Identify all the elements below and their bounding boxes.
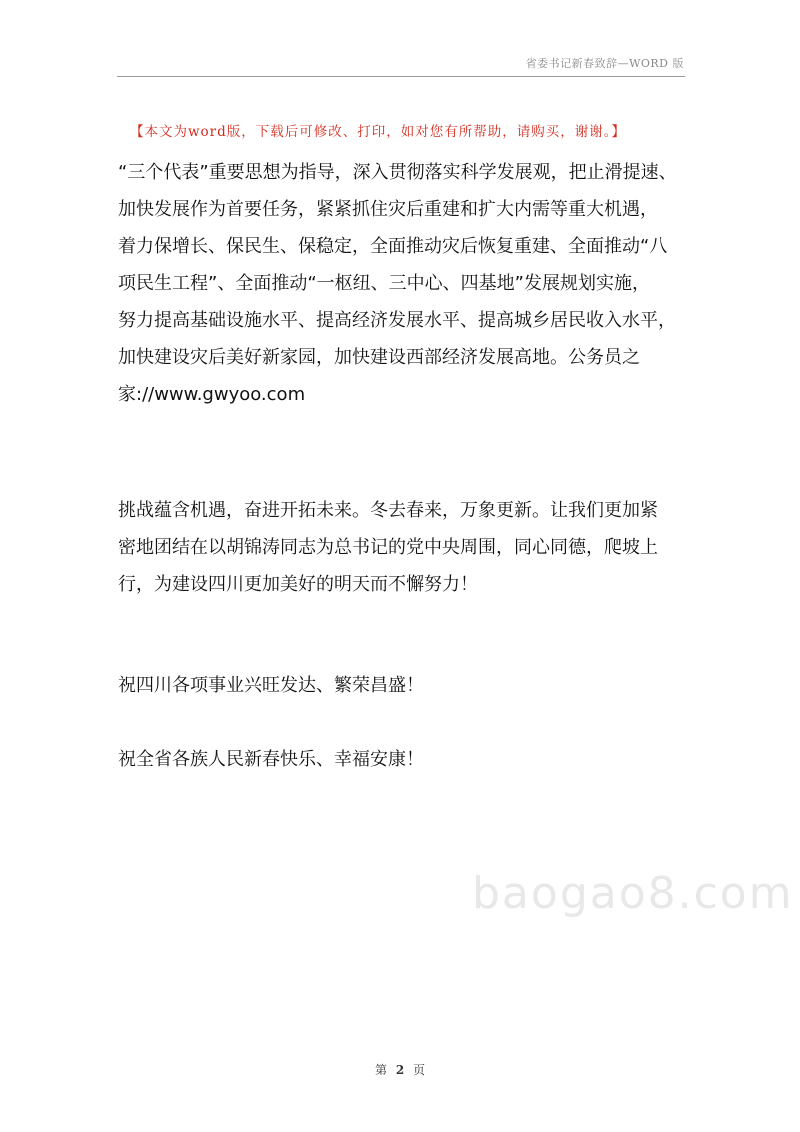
purchase-notice: 【本文为word版，下载后可修改、打印，如对您有所帮助，请购买，谢谢。】 xyxy=(130,124,627,140)
paragraph-line: 加快建设灾后美好新家园，加快建设西部经济发展高地。公务员之 xyxy=(118,347,640,368)
paragraph-line: 着力保增长、保民生、保稳定，全面推动灾后恢复重建、全面推动“八 xyxy=(118,236,668,257)
paragraph-line: 努力提高基础设施水平、提高经济发展水平、提高城乡居民收入水平， xyxy=(118,310,676,331)
footer-suffix: 页 xyxy=(413,1063,426,1077)
paragraph-line: 家://www.gwyoo.com xyxy=(118,384,306,405)
paragraph-4 xyxy=(118,741,686,778)
paragraph-line: 祝全省各族人民新春快乐、幸福安康！ xyxy=(118,749,424,770)
paragraph-line: 加快发展作为首要任务，紧紧抓住灾后重建和扩大内需等重大机遇， xyxy=(118,199,658,220)
paragraph-line: 项民生工程”、全面推动“一枢纽、三中心、四基地”发展规划实施， xyxy=(118,273,650,294)
page-footer xyxy=(0,1061,800,1078)
page-header-title: 省委书记新春致辞—WORD 版 xyxy=(525,57,684,70)
paragraph-line: 行，为建设四川更加美好的明天而不懈努力！ xyxy=(118,574,478,595)
paragraph-line: 祝四川各项事业兴旺发达、繁荣昌盛！ xyxy=(118,675,424,696)
watermark-text: baogao8.com xyxy=(472,868,794,919)
paragraph-1 xyxy=(118,154,686,413)
footer-prefix: 第 xyxy=(374,1063,387,1077)
header-divider xyxy=(117,76,685,77)
paragraph-line: 密地团结在以胡锦涛同志为总书记的党中央周围，同心同德，爬坡上 xyxy=(118,537,658,558)
paragraph-line: “三个代表”重要思想为指导，深入贯彻落实科学发展观，把止滑提速、 xyxy=(118,162,677,183)
paragraph-3 xyxy=(118,667,686,704)
paragraph-2 xyxy=(118,492,686,603)
page-number: 2 xyxy=(395,1063,405,1077)
paragraph-line: 挑战蕴含机遇，奋进开拓未来。冬去春来，万象更新。让我们更加紧 xyxy=(118,500,658,521)
